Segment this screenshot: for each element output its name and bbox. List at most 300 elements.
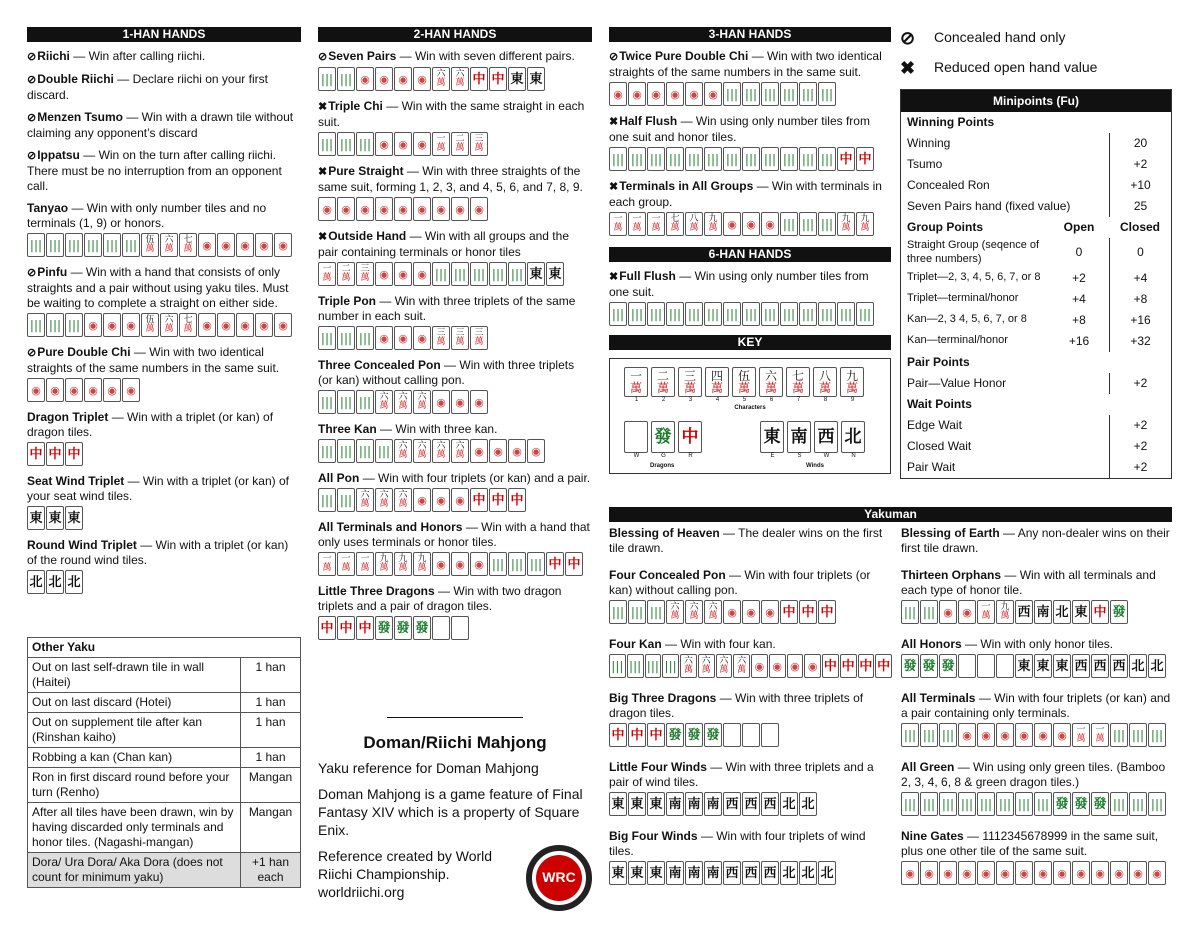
- yaku-text: — Win with two dragon triplets and a pair of dragon tiles.: [318, 584, 562, 613]
- fu-label: Tsumo: [907, 157, 943, 171]
- yaku-desc: [318, 358, 592, 388]
- circle-tile: ◉: [742, 212, 760, 236]
- character-tile: [470, 326, 488, 350]
- other-yaku-desc: Dora/ Ura Dora/ Aka Dora (does not count for minimum yaku): [28, 853, 241, 888]
- character-man: 萬: [474, 143, 484, 153]
- circle-tile: ◉: [236, 313, 254, 337]
- character-number: 六: [398, 490, 408, 500]
- circle-tile: ◉: [274, 313, 292, 337]
- bamboo-tile: |||: [451, 262, 469, 286]
- wind-tile: 東: [760, 421, 784, 453]
- green-dragon-tile: 發: [394, 616, 412, 640]
- key-dragon-cell: [624, 421, 649, 461]
- character-number: 九: [841, 214, 851, 224]
- character-man: 萬: [860, 223, 870, 233]
- character-man: 萬: [436, 337, 446, 347]
- yaku-desc: [27, 110, 301, 141]
- yaku-entry: [318, 294, 592, 351]
- character-tile: [394, 552, 412, 576]
- character-number: 八: [689, 214, 699, 224]
- yaku-text: — Win with a hand that only uses terminals or honor tiles.: [318, 520, 590, 549]
- wind-tile: 南: [685, 792, 703, 816]
- fu-value: +2: [1109, 373, 1171, 394]
- yaku-name: Triple Chi: [328, 99, 383, 113]
- yaku-name: Blessing of Heaven: [609, 526, 720, 540]
- circle-tile: ◉: [217, 313, 235, 337]
- circle-tile: ◉: [356, 67, 374, 91]
- wind-tile: 東: [1034, 654, 1052, 678]
- yaku-text: — Win with two identical straights of the same numbers in the same suit.: [609, 49, 882, 79]
- character-tile: [394, 488, 412, 512]
- character-number: 六: [719, 656, 729, 666]
- legend-reduced: [900, 57, 1172, 79]
- yaku-desc: [901, 637, 1172, 652]
- character-number: 九: [417, 554, 427, 564]
- bamboo-tile: |||: [627, 654, 644, 678]
- yaku-text: — Win with seven different pairs.: [399, 49, 575, 63]
- yaku-text: — Win with a drawn tile without claiming any opponent’s discard: [27, 110, 294, 140]
- bamboo-tile: |||: [901, 600, 919, 624]
- character-tile: [647, 212, 665, 236]
- yaku-entry: [27, 148, 301, 194]
- fu-closed: +32: [1109, 331, 1171, 352]
- bamboo-tile: |||: [65, 313, 83, 337]
- yaku-entry: [27, 265, 301, 338]
- key-char-num: 1: [634, 397, 639, 403]
- character-tile: [732, 367, 756, 397]
- character-tile: [179, 313, 197, 337]
- character-number: 九: [845, 369, 858, 383]
- character-tile: [413, 390, 431, 414]
- character-number: 二: [656, 369, 669, 383]
- character-tile: [432, 132, 450, 156]
- yaku-name: Full Flush: [619, 269, 676, 283]
- fu-value: +2: [1109, 154, 1171, 175]
- character-number: 一: [632, 214, 642, 224]
- white-dragon-tile: [761, 723, 779, 747]
- wind-tile: 東: [1015, 654, 1033, 678]
- character-man: 萬: [341, 563, 351, 573]
- key-chars-label: Characters: [734, 405, 766, 411]
- wind-tile: 西: [742, 861, 760, 885]
- red-dragon-tile: 中: [822, 654, 839, 678]
- bamboo-tile: |||: [723, 147, 741, 171]
- fu-label: Winning Points: [907, 115, 995, 129]
- bamboo-tile: |||: [103, 233, 121, 257]
- fu-value: +2: [1109, 457, 1171, 478]
- yakuman-right: [901, 522, 1172, 898]
- bamboo-tile: |||: [46, 313, 64, 337]
- bamboo-tile: |||: [318, 390, 336, 414]
- circle-tile: ◉: [958, 723, 976, 747]
- key-header: KEY: [609, 335, 891, 350]
- fu-label: Pair—Value Honor: [907, 375, 1007, 390]
- wind-tile: 南: [666, 792, 684, 816]
- character-number: 六: [708, 602, 718, 612]
- character-man: 萬: [632, 223, 642, 233]
- character-man: 萬: [689, 611, 699, 621]
- character-tile: [375, 390, 393, 414]
- key-dragon-cell: [678, 421, 703, 461]
- bamboo-tile: |||: [901, 723, 919, 747]
- yaku-name: Menzen Tsumo: [37, 110, 123, 124]
- yaku-name: Pure Double Chi: [37, 345, 131, 359]
- character-number: 九: [379, 554, 389, 564]
- han3-list: [609, 49, 891, 237]
- yaku-desc: [609, 829, 893, 859]
- red-dragon-tile: 中: [840, 654, 857, 678]
- yaku-entry: [318, 471, 592, 513]
- character-man: 萬: [455, 337, 465, 347]
- character-tile: [813, 367, 837, 397]
- character-number: 六: [398, 441, 408, 451]
- character-number: 三: [455, 328, 465, 338]
- bamboo-tile: |||: [742, 302, 760, 326]
- bamboo-tile: |||: [958, 792, 976, 816]
- han2-header: 2-HAN HANDS: [318, 27, 592, 42]
- fu-row: [901, 175, 1171, 196]
- key-char-num: 4: [715, 397, 720, 403]
- character-tile: [451, 326, 469, 350]
- key-wind-cell: [841, 421, 866, 461]
- key-char-num: 7: [796, 397, 801, 403]
- character-number: 七: [670, 214, 680, 224]
- white-dragon-tile: [958, 654, 976, 678]
- character-number: 九: [860, 214, 870, 224]
- circle-tile: ◉: [375, 326, 393, 350]
- character-tile: [666, 600, 684, 624]
- red-dragon-tile: 中: [818, 600, 836, 624]
- circle-tile: ◉: [804, 654, 821, 678]
- circle-tile: ◉: [451, 552, 469, 576]
- reduced-icon: ✖: [318, 166, 328, 178]
- character-man: 萬: [436, 143, 446, 153]
- wind-tile: 東: [609, 861, 627, 885]
- bamboo-tile: |||: [723, 82, 741, 106]
- key-char-cell: [732, 367, 757, 405]
- yaku-entry: [27, 474, 301, 531]
- fu-header: Minipoints (Fu): [901, 90, 1171, 112]
- yaku-name: All Pon: [318, 471, 360, 485]
- character-tile: [698, 654, 715, 678]
- character-tile: [451, 132, 469, 156]
- wind-tile: 北: [1053, 600, 1071, 624]
- tile-row: [901, 600, 1172, 625]
- bamboo-tile: |||: [122, 233, 140, 257]
- circle-tile: ◉: [977, 861, 995, 885]
- red-dragon-tile: 中: [837, 147, 855, 171]
- bamboo-tile: |||: [470, 262, 488, 286]
- circle-tile: ◉: [375, 67, 393, 91]
- character-man: 萬: [651, 223, 661, 233]
- yaku-name: All Green: [901, 760, 955, 774]
- bamboo-tile: |||: [1129, 723, 1147, 747]
- character-tile: [141, 233, 159, 257]
- yaku-desc: [27, 49, 301, 65]
- fu-label: Wait Points: [907, 396, 972, 411]
- character-tile: [337, 552, 355, 576]
- bamboo-tile: |||: [508, 262, 526, 286]
- tile-row: [318, 197, 592, 222]
- character-man: 萬: [474, 337, 484, 347]
- key-dragons-label: Dragons: [650, 463, 675, 469]
- circle-tile: ◉: [470, 390, 488, 414]
- bamboo-tile: |||: [84, 233, 102, 257]
- concealed-icon: ⊘: [27, 112, 37, 124]
- bamboo-tile: |||: [780, 302, 798, 326]
- circle-tile: ◉: [1053, 723, 1071, 747]
- character-number: 四: [710, 369, 723, 383]
- yaku-text: — Win with four kan.: [665, 637, 776, 651]
- circle-tile: ◉: [394, 262, 412, 286]
- yaku-name: Blessing of Earth: [901, 526, 1000, 540]
- character-man: 萬: [379, 499, 389, 509]
- bamboo-tile: |||: [761, 82, 779, 106]
- key-wind-letter: W: [823, 453, 830, 459]
- key-char-cell: [651, 367, 676, 405]
- circle-tile: ◉: [939, 600, 957, 624]
- yaku-desc: [609, 568, 893, 598]
- fu-row: [901, 457, 1171, 478]
- red-dragon-tile: 中: [318, 616, 336, 640]
- wind-tile: 西: [1015, 600, 1033, 624]
- yaku-entry: [609, 49, 891, 107]
- bamboo-tile: |||: [761, 302, 779, 326]
- character-man: 萬: [710, 381, 723, 395]
- character-number: 六: [455, 69, 465, 79]
- yaku-desc: [609, 637, 893, 652]
- dragon-tile: 發: [651, 421, 675, 453]
- bamboo-tile: |||: [1148, 792, 1166, 816]
- character-man: 萬: [613, 223, 623, 233]
- bamboo-tile: |||: [1129, 792, 1147, 816]
- circle-tile: ◉: [609, 82, 627, 106]
- character-tile: [141, 313, 159, 337]
- wind-tile: 北: [27, 570, 45, 594]
- yaku-entry: [318, 229, 592, 287]
- yaku-entry: [609, 691, 893, 748]
- character-tile: [394, 439, 412, 463]
- wind-tile: 南: [704, 861, 722, 885]
- character-number: 六: [701, 656, 711, 666]
- col-legend: [900, 27, 1172, 479]
- character-tile: [451, 67, 469, 91]
- character-number: 六: [764, 369, 777, 383]
- bamboo-tile: |||: [920, 600, 938, 624]
- tile-row: [609, 792, 893, 817]
- character-tile: [413, 552, 431, 576]
- circle-tile: ◉: [198, 233, 216, 257]
- circle-tile: ◉: [337, 197, 355, 221]
- yaku-text: — Win using only green tiles. (Bamboo 2, 3, 4, 6, 8 & green dragon tiles.): [901, 760, 1166, 789]
- circle-tile: ◉: [1034, 861, 1052, 885]
- character-number: 一: [981, 602, 991, 612]
- white-dragon-tile: [432, 616, 450, 640]
- red-dragon-tile: 中: [856, 147, 874, 171]
- character-man: 萬: [656, 381, 669, 395]
- character-man: 萬: [683, 381, 696, 395]
- concealed-icon: ⊘: [27, 74, 37, 86]
- yaku-entry: [901, 568, 1172, 625]
- circle-tile: ◉: [432, 390, 450, 414]
- yaku-name: Pinfu: [37, 265, 68, 279]
- other-yaku-desc: Ron in first discard round before your turn (Renho): [28, 768, 241, 803]
- circle-tile: ◉: [470, 439, 488, 463]
- yaku-desc: [27, 474, 301, 504]
- bamboo-tile: |||: [628, 600, 646, 624]
- yaku-text: — Win with four triplets (or kan) without calling pon.: [609, 568, 871, 597]
- red-dragon-tile: 中: [799, 600, 817, 624]
- bamboo-tile: |||: [609, 654, 626, 678]
- circle-tile: ◉: [977, 723, 995, 747]
- bamboo-tile: |||: [508, 552, 526, 576]
- tile-row: [901, 654, 1172, 679]
- character-number: 六: [164, 315, 174, 325]
- yaku-desc: [318, 471, 592, 486]
- concealed-icon: ⊘: [27, 267, 37, 279]
- bamboo-tile: |||: [780, 147, 798, 171]
- key-char-cell: [678, 367, 703, 405]
- character-man: 萬: [737, 665, 747, 675]
- circle-tile: ◉: [1072, 861, 1090, 885]
- character-number: 三: [360, 264, 370, 274]
- fu-row: [901, 154, 1171, 175]
- circle-tile: ◉: [413, 132, 431, 156]
- bamboo-tile: |||: [939, 723, 957, 747]
- other-yaku-desc: Robbing a kan (Chan kan): [28, 748, 241, 768]
- character-number: 三: [474, 134, 484, 144]
- red-dragon-tile: 中: [546, 552, 564, 576]
- footer-block: [318, 717, 592, 901]
- bamboo-tile: |||: [799, 147, 817, 171]
- yaku-desc: [901, 568, 1172, 598]
- yaku-name: Seat Wind Triplet: [27, 474, 125, 488]
- yaku-desc: [318, 99, 592, 130]
- circle-tile: ◉: [723, 600, 741, 624]
- character-tile: [786, 367, 810, 397]
- character-tile: [856, 212, 874, 236]
- character-tile: [179, 233, 197, 257]
- character-tile: [759, 367, 783, 397]
- character-number: 六: [398, 392, 408, 402]
- fu-col-open: Open: [1063, 220, 1095, 234]
- circle-tile: ◉: [1015, 861, 1033, 885]
- bamboo-tile: |||: [647, 600, 665, 624]
- yaku-desc: [901, 691, 1172, 721]
- character-number: 一: [341, 554, 351, 564]
- character-number: 六: [417, 392, 427, 402]
- wind-tile: 北: [780, 861, 798, 885]
- green-dragon-tile: 發: [704, 723, 722, 747]
- reduced-icon: ✖: [900, 57, 916, 78]
- key-chars: [624, 367, 867, 405]
- character-man: 萬: [818, 381, 831, 395]
- character-tile: [685, 600, 703, 624]
- bamboo-tile: |||: [337, 390, 355, 414]
- bamboo-tile: |||: [337, 326, 355, 350]
- fu-label: Group Points: [907, 220, 983, 234]
- bamboo-tile: |||: [609, 147, 627, 171]
- circle-tile: ◉: [394, 326, 412, 350]
- circle-tile: ◉: [375, 197, 393, 221]
- character-number: 七: [791, 369, 804, 383]
- yaku-entry: [318, 49, 592, 92]
- yaku-desc: [609, 691, 893, 721]
- other-yaku-row: [28, 748, 301, 768]
- green-dragon-tile: 發: [685, 723, 703, 747]
- yaku-text: — Win with only number tiles and no terminals (1, 9) or honors.: [27, 201, 267, 230]
- character-man: 萬: [360, 273, 370, 283]
- white-dragon-tile: [742, 723, 760, 747]
- yaku-desc: [27, 201, 301, 231]
- character-man: 萬: [183, 244, 193, 254]
- circle-tile: ◉: [27, 378, 45, 402]
- character-number: 三: [683, 369, 696, 383]
- circle-tile: ◉: [103, 313, 121, 337]
- footer-subtitle: Yaku reference for Doman Mahjong: [318, 760, 539, 777]
- circle-tile: ◉: [1129, 861, 1147, 885]
- character-tile: [977, 600, 995, 624]
- yaku-name: Little Three Dragons: [318, 584, 435, 598]
- yakuman-left: [609, 522, 893, 898]
- wind-tile: 北: [46, 570, 64, 594]
- circle-tile: ◉: [1148, 861, 1166, 885]
- key-wind-cell: [814, 421, 839, 461]
- circle-tile: ◉: [996, 861, 1014, 885]
- white-dragon-tile: [451, 616, 469, 640]
- bamboo-tile: |||: [742, 82, 760, 106]
- han6-header: 6-HAN HANDS: [609, 247, 891, 262]
- yaku-name: Tanyao: [27, 201, 69, 215]
- wind-tile: 西: [1072, 654, 1090, 678]
- circle-tile: ◉: [432, 552, 450, 576]
- bamboo-tile: |||: [977, 792, 995, 816]
- red-dragon-tile: 中: [337, 616, 355, 640]
- character-tile: [678, 367, 702, 397]
- wind-tile: 南: [666, 861, 684, 885]
- reduced-icon: ✖: [318, 101, 328, 113]
- red-dragon-tile: 中: [470, 488, 488, 512]
- footer-title: Doman/Riichi Mahjong: [363, 733, 547, 752]
- key-char-cell: [759, 367, 784, 405]
- key-winds-label: Winds: [806, 463, 824, 469]
- yaku-desc: [318, 422, 592, 437]
- yaku-entry: [609, 179, 891, 237]
- col-3han: [609, 27, 891, 474]
- character-tile: [318, 262, 336, 286]
- green-dragon-tile: 發: [413, 616, 431, 640]
- character-number: 六: [737, 656, 747, 666]
- character-man: 萬: [360, 499, 370, 509]
- han3-header: 3-HAN HANDS: [609, 27, 891, 42]
- yaku-entry: [609, 269, 891, 327]
- character-tile: [624, 367, 648, 397]
- bamboo-tile: |||: [46, 233, 64, 257]
- character-tile: [394, 390, 412, 414]
- character-number: 一: [322, 554, 332, 564]
- bamboo-tile: |||: [318, 439, 336, 463]
- character-man: 萬: [164, 244, 174, 254]
- character-tile: [628, 212, 646, 236]
- yaku-name: Seven Pairs: [328, 49, 397, 63]
- yaku-entry: [318, 520, 592, 577]
- yaku-name: Half Flush: [619, 114, 678, 128]
- key-char-num: 6: [769, 397, 774, 403]
- tile-row: [27, 506, 301, 531]
- bamboo-tile: |||: [920, 723, 938, 747]
- key-dragon-letter: R: [688, 453, 693, 459]
- fu-table: [900, 89, 1172, 479]
